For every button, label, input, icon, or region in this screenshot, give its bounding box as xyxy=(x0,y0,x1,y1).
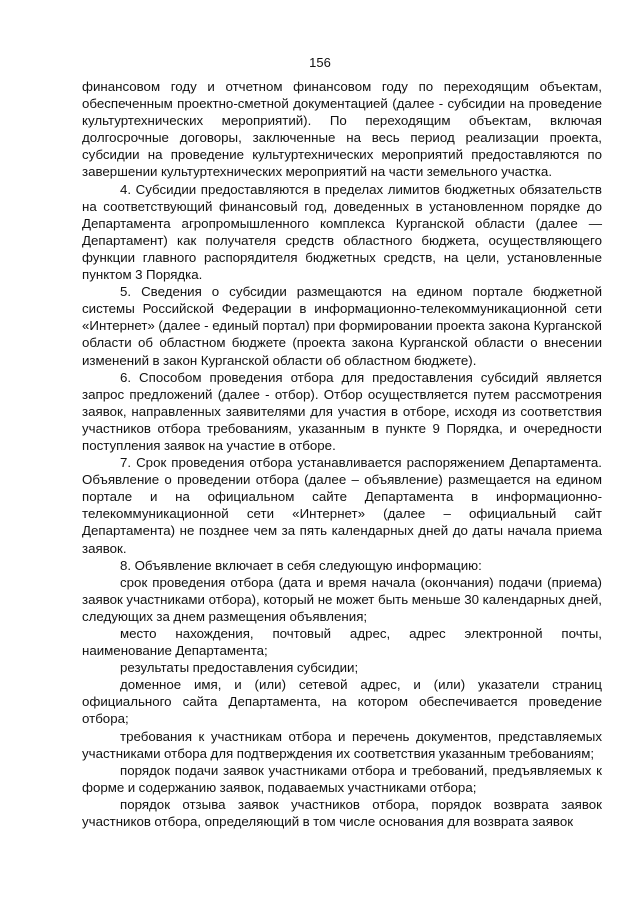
paragraph-item-8: 8. Объявление включает в себя следующую информацию: xyxy=(120,557,482,573)
page-number: 156 xyxy=(309,55,331,70)
announcement-item-deadline: срок проведения отбора (дата и время начала (окончания) подачи (приема) заявок участниками отбора), который не может быть меньше 30 календарных дней, следующих за днем размещения объявления; xyxy=(82,574,602,624)
paragraph-item-5: 5. Сведения о субсидии размещаются на едином портале бюджетной системы Российской Федерации в информационно-телекоммуникационной сети «Интернет» (далее - единый портал) при формировании проекта закона Курганской области об областном бюджете (проекта закона Курганской области о внесении изменений в закон Курганской области об областном бюджете). xyxy=(82,284,602,368)
announcement-item-submission: порядок подачи заявок участниками отбора и требований, предъявляемых к форме и содержанию заявок, подаваемых участниками отбора; xyxy=(82,762,602,795)
announcement-item-domain: доменное имя, и (или) сетевой адрес, и (или) указатели страниц официального сайта Департамента, на котором обеспечивается проведение отбора; xyxy=(82,677,602,727)
paragraph-item-6: 6. Способом проведения отбора для предоставления субсидий является запрос предложений (далее - отбор). Отбор осуществляется путем рассмотрения заявок, направленных заявителями для участия в отборе, исходя из соответствия участников отбора требованиям, указанным в пункте 9 Порядка, и очередности поступления заявок на участие в отборе. xyxy=(82,369,602,453)
paragraph-continuation: финансовом году и отчетном финансовом году по переходящим объектам, обеспеченным проектно-сметной документацией (далее - субсидии на проведение культуртехнических мероприятий). По переходящим объектам, включая долгосрочные договоры, заключенные на весь период реализации проекта, субсидии на проведение культуртехнических мероприятий предоставляются по завершении культуртехнических мероприятий на части земельного участка. xyxy=(82,79,602,180)
paragraph-item-7: 7. Срок проведения отбора устанавливается распоряжением Департамента. Объявление о проведении отбора (далее – объявление) размещается на едином портале и на официальном сайте Департамента в информационно-телекоммуникационной сети «Интернет» (далее – официальный сайт Департамента) не позднее чем за пять календарных дней до даты начала приема заявок. xyxy=(82,455,602,556)
paragraph-item-4: 4. Субсидии предоставляются в пределах лимитов бюджетных обязательств на соответствующий финансовый год, доведенных в установленном порядке до Департамента агропромышленного комплекса Курганской области (далее — Департамент) как получателя средств областного бюджета, осуществляющего функции главного распорядителя бюджетных средств, на цели, установленные пунктом 3 Порядка. xyxy=(82,181,602,283)
announcement-item-location: место нахождения, почтовый адрес, адрес электронной почты, наименование Департамента; xyxy=(82,626,602,659)
announcement-item-requirements: требования к участникам отбора и перечень документов, представляемых участниками отбора для подтверждения их соответствия указанным требованиям; xyxy=(82,728,602,761)
announcement-item-results: результаты предоставления субсидии; xyxy=(120,660,359,676)
document-body xyxy=(82,78,602,830)
announcement-item-withdrawal: порядок отзыва заявок участников отбора, порядок возврата заявок участников отбора, определяющий в том числе основания для возврата заявок xyxy=(82,796,602,830)
